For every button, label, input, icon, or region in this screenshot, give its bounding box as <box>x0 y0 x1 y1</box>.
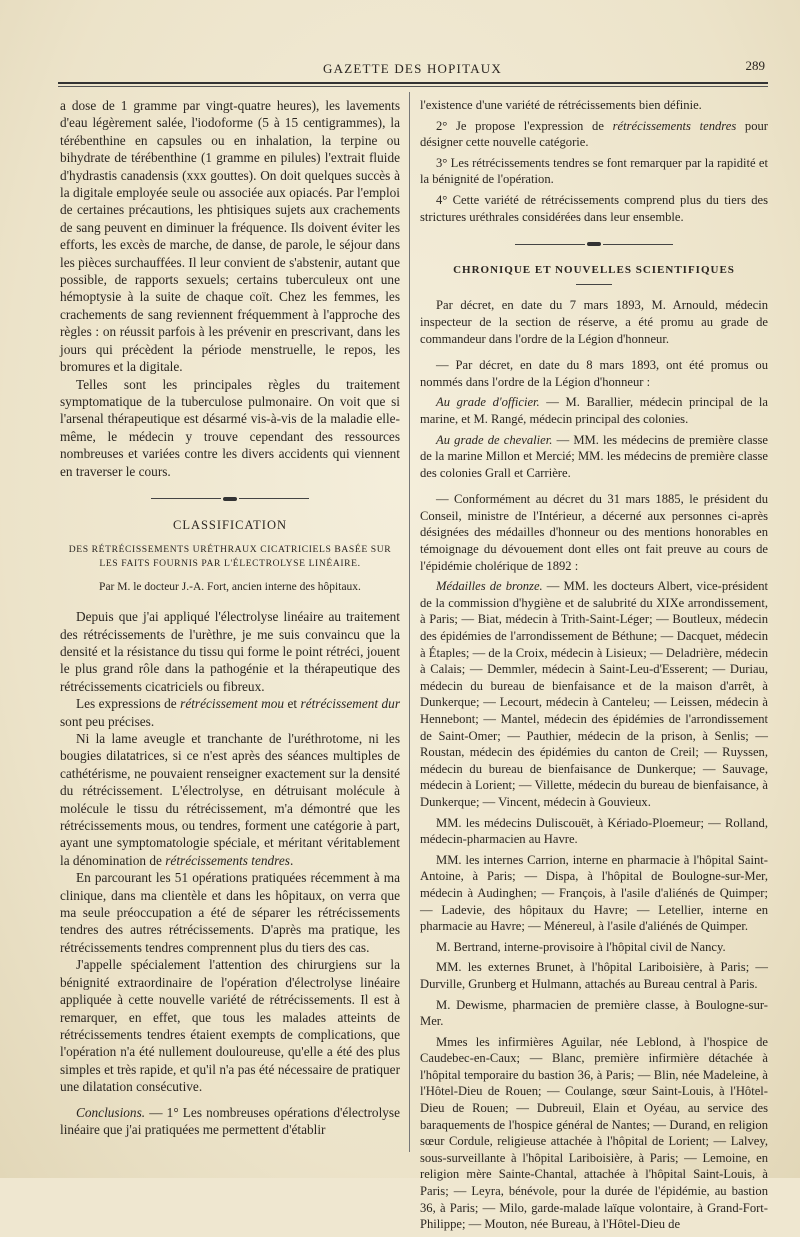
paragraph: Telles sont les principales règles du traitement symptomatique de la tuberculose pulmonaire. On voit que si l'arsenal thérapeutique est désarmé vis-à-vis de la maladie elle-même, le médecin y trouve cependant des ressources nombreuses et variées contre les divers accidents qui viennent en traverser le cours. <box>60 376 400 479</box>
chronique-title: CHRONIQUE ET NOUVELLES SCIENTIFIQUES <box>453 263 735 276</box>
ornament-divider <box>420 235 768 252</box>
ornament-divider <box>60 490 400 507</box>
paragraph: Médailles de bronze. — MM. les docteurs Albert, vice-président de la commission d'hygiène et de salubrité du XIXe arrondissement, à Paris; — Biat, médecin à Trith-Saint-Léger; — Boutleux, médecin des épidémies de l'arrondissement de Béthune; — Dacquet, médecin à Étaples; — de la Croix, médecin à Lisieux; — Deladrière, médecin à Calais; — Demmler, médecin à Saint-Leu-d'Esserent; — Duriau, médecin du bureau de bienfaisance et de la maison d'arrêt, à Dunkerque; — Lecourt, médecin à Canteleu; — Leissen, médecin à Hennebont; — Mantel, médecin des épidémies de l'arrondissement de Saint-Omer; — Pauthier, médecin de la prison, à Senlis; — Roustan, médecin des épidémies du canton de Creil; — Ruyssen, médecin du bureau de bienfaisance de Dunkerque; — Sauvage, médecin à Lorient; — Villette, médecin du bureau de bienfaisance, à Dunkerque; — Vincent, médecin à Gouvieux. <box>420 579 769 809</box>
paragraph: l'existence d'une variété de rétrécissements bien définie. <box>420 98 702 112</box>
paragraph: 4° Cette variété de rétrécissements comprend plus du tiers des strictures uréthrales considérées dans leur ensemble. <box>420 192 768 224</box>
paragraph: 2° Je propose l'expression de rétrécissements tendres pour désigner cette nouvelle catégorie. <box>420 118 768 150</box>
journal-title: GAZETTE DES HOPITAUX <box>323 61 502 76</box>
paragraph: Depuis que j'ai appliqué l'électrolyse linéaire au traitement des rétrécissements de l'urèthre, je me suis convaincu que la densité et la résistance du tissu qui forme le point rétréci, jouent le plus grand rôle dans la pathogénie et la thérapeutique des rétrécissements cicatriciels ou fibreux. <box>60 609 400 694</box>
paragraph: — Par décret, en date du 8 mars 1893, ont été promus ou nommés dans l'ordre de la Légion d'honneur : <box>420 358 768 389</box>
header-rule-thin <box>58 86 768 87</box>
paragraph: 3° Les rétrécissements tendres se font remarquer par la rapidité et la bénignité de l'opération. <box>420 155 768 187</box>
paragraph: En parcourant les 51 opérations pratiquées récemment à ma clinique, dans ma clientèle et dans les hôpitaux, on verra que ma seule préoccupation a été de séparer les rétrécissements tendres des autres rétrécissements. D'après ma pratique, les rétrécissements tendres comprennent plus du tiers des cas. <box>60 870 400 955</box>
page-header <box>60 58 765 80</box>
author-byline: Par M. le docteur J.-A. Fort, ancien interne des hôpitaux. <box>99 580 361 593</box>
right-column <box>420 97 768 1237</box>
page-number: 289 <box>745 58 765 73</box>
paragraph: M. Dewisme, pharmacien de première classe, à Boulogne-sur-Mer. <box>420 997 768 1029</box>
paragraph: MM. les internes Carrion, interne en pharmacie à l'hôpital Saint-Antoine, à Paris; — Dispa, à l'hôpital de Boulogne-sur-Mer, médecin à Audinghen; — François, à l'asile d'aliénés de Quimper; — Ladevie, des hôpitaux du Havre; — Letellier, interne en pharmacie au Havre; — Ménereul, à l'asile d'aliénés de Quimper. <box>420 852 768 934</box>
column-divider <box>409 92 410 1152</box>
paragraph: Au grade d'officier. — M. Barallier, médecin principal de la marine, et M. Rangé, médecin principal des colonies. <box>420 395 768 426</box>
paragraph: a dose de 1 gramme par vingt-quatre heures), les lavements d'eau légèrement salée, l'iodoforme (5 à 15 centigrammes), la térébenthine en capsules ou en inhalation, la terpine ou bihydrate de térébenthine (1 gramme en pilules) l'extrait fluide d'hydrastis canadensis (xxx gouttes). On doit quelques succès à la digitale employée seule ou associée aux opiacés. Par l'emploi de certaines précautions, les phtisiques sujets aux crachements de sang peuvent en diminuer la fréquence. Ils doivent éviter les efforts, les excès de marche, de danse, de parole, le séjour dans les pièces surchauffées. Il leur convient de s'abstenir, autant que possible, de rapports sexuels; certains tuberculeux ont une hémoptysie à la suite de chaque coït. Chez les femmes, les crachements de sang reviennent fréquemment à l'approche des règles : on réussit parfois à les prévenir en prescrivant, dans les jours qui précèdent la période menstruelle, le repos, les bromures et la digitale. <box>60 98 400 375</box>
section-subtitle: DES RÉTRÉCISSEMENTS URÉTHRAUX CICATRICIELS BASÉE SUR LES FAITS FOURNIS PAR L'ÉLECTROLYSE LINÉAIRE. <box>68 543 392 569</box>
paragraph: Par décret, en date du 7 mars 1893, M. Arnould, médecin inspecteur de la section de réserve, a été promu au grade de commandeur dans l'ordre de la Légion d'honneur. <box>420 298 768 346</box>
paragraph: MM. les externes Brunet, à l'hôpital Lariboisière, à Paris; — Durville, Grunberg et Hulmann, attachés au Bureau central à Paris. <box>420 960 768 991</box>
paragraph: J'appelle spécialement l'attention des chirurgiens sur la bénignité extraordinaire de l'opération d'électrolyse linéaire appliquée à cette nouvelle variété de rétrécissements. Il est à remarquer, en effet, que tous les malades atteints de rétrécissements tendres étaient exempts de complications, que l'opération n'a été nullement douloureuse, qu'elle a été des plus simples et très rapide, et qu'il n'a pas été nécessaire de pratiquer une dilatation consécutive. <box>60 957 400 1095</box>
paragraph: M. Bertrand, interne-provisoire à l'hôpital civil de Nancy. <box>436 939 726 954</box>
paragraph: — Conformément au décret du 31 mars 1885, le président du Conseil, ministre de l'Intérieur, a décerné aux personnes ci-après désignées des médailles d'honneur ou des mentions honorables en témoignage du dévouement dont elles ont fait preuve au cours de l'épidémie cholérique de 1892 : <box>420 492 768 573</box>
section-title: CLASSIFICATION <box>172 518 287 533</box>
paragraph: Au grade de chevalier. — MM. les médecins de première classe de la marine Millon et Mercié; MM. les médecins de première classe des colonies Grall et Carrière. <box>420 432 768 480</box>
paragraph: MM. les médecins Duliscouët, à Kériado-Ploemeur; — Rolland, médecin-pharmacien au Havre. <box>420 815 768 847</box>
paragraph: Mmes les infirmières Aguilar, née Leblond, à l'hospice de Caudebec-en-Caux; — Blanc, première infirmière détachée à l'hôpital temporaire du bastion 36, à Paris; — Blin, née Madeleine, à l'Hôtel-Dieu de Rouen; — Coulange, sœur Saint-Louis, à l'Hôtel-Dieu de Rouen; — Dubreuil, Elain et Oyéau, au service des baraquements de l'hospice général de Nantes; — Durand, en religion sœur Cordule, religieuse attachée à l'hôpital de Lorient; — Lalvey, sous-surveillante à l'hôpital Lariboisière, à Paris; — Lemoine, en religion mère Sainte-Chantal, attachée à l'hôpital Saint-Louis, à Paris; — Leyra, bénévole, pour la durée de l'épidémie, au bastion 36, à Paris; — Milo, garde-malade laïque volontaire, à Grand-Fort-Philippe; — Mouton, née Bureau, à l'Hôtel-Dieu de <box>420 1034 768 1232</box>
paragraph: Ni la lame aveugle et tranchante de l'uréthrotome, ni les bougies dilatatrices, si ce n'est après des séances multiples de cathétérisme, ne pouvaient renseigner exactement sur la densité du rétrécissement. L'électrolyse, en détruisant molécule à molécule le tissu du rétrécissement, m'a démontré que les rétrécissements mous, ou tendres, forment une catégorie à part, ayant une symptomatologie spéciale, et méritant véritablement la dénomination de rétrécissements tendres. <box>60 731 400 868</box>
header-rule-thick <box>58 82 768 84</box>
left-column <box>60 97 400 1138</box>
conclusions-paragraph: Conclusions. — 1° Les nombreuses opérations d'électrolyse linéaire que j'ai pratiquées me permettent d'établir <box>60 1104 400 1137</box>
short-rule <box>576 284 612 285</box>
paragraph: Les expressions de rétrécissement mou et rétrécissement dur sont peu précises. <box>60 696 400 729</box>
